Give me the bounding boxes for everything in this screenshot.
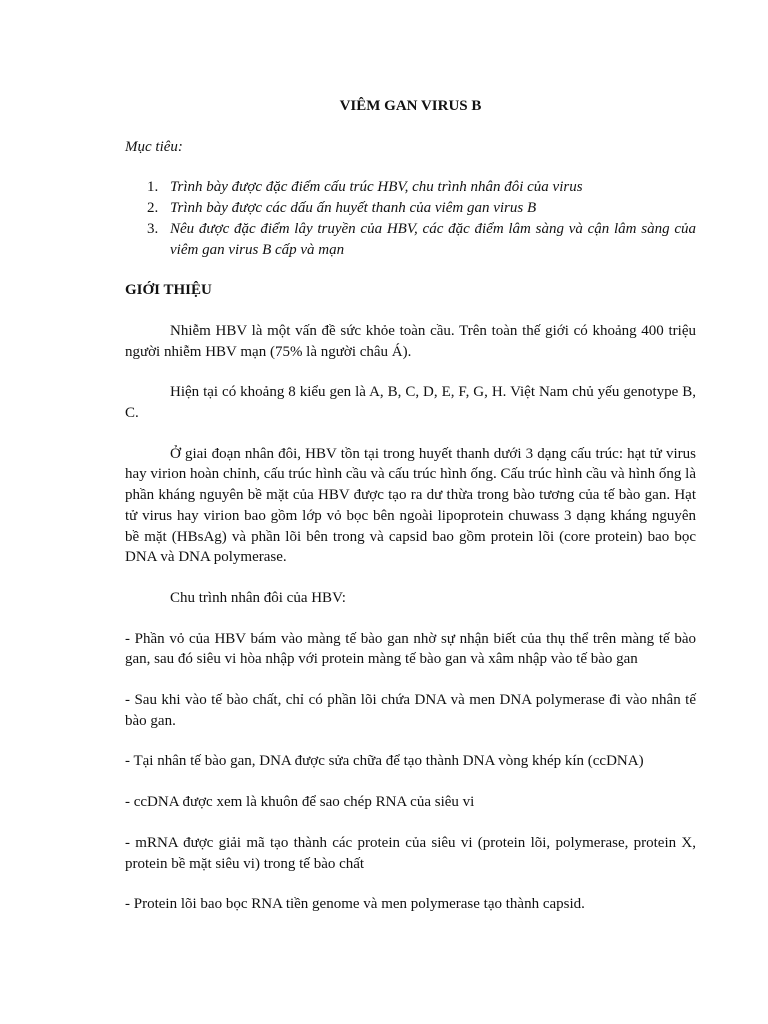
objectives-list (125, 177, 696, 260)
objective-text: Trình bày được các dấu ấn huyết thanh của viêm gan virus B (170, 200, 537, 217)
objective-number: 3. (147, 220, 159, 237)
document-title: VIÊM GAN VIRUS B (339, 98, 482, 114)
objective-item (125, 219, 696, 260)
objective-number: 2. (147, 200, 159, 217)
objective-text: Nêu được đặc điểm lây truyền của HBV, các đặc điểm lâm sàng và cận lâm sàng của viêm gan virus B cấp và mạn (170, 220, 696, 258)
objective-item (125, 198, 696, 219)
objective-text: Trình bày được đặc điểm cấu trúc HBV, chu trình nhân đôi của virus (170, 179, 583, 196)
paragraph: Ở giai đoạn nhân đôi, HBV tồn tại trong huyết thanh dưới 3 dạng cấu trúc: hạt tử virus hay virion hoàn chỉnh, cấu trúc hình cầu và cấu trúc hình ống. Cấu trúc hình cầu và hình ống là phần kháng nguyên bề mặt của HBV được tạo ra dư thừa trong bào tương của tế bào gan. Hạt tử virus hay virion bao gồm lớp vỏ bọc bên ngoài lipoprotein chuwass 3 dạng kháng nguyên bề mặt (HBsAg) và phần lõi bên trong và capsid bao gồm protein lõi (core protein) bao bọc DNA và DNA polymerase. (125, 445, 696, 566)
bullet-item: - ccDNA được xem là khuôn để sao chép RNA của siêu vi (125, 794, 475, 811)
bullet-item: - mRNA được giải mã tạo thành các protein của siêu vi (protein lõi, polymerase, protein X, protein bề mặt siêu vi) trong tế bào chất (125, 834, 696, 872)
paragraph: Chu trình nhân đôi của HBV: (170, 589, 346, 606)
paragraph: Nhiễm HBV là một vấn đề sức khỏe toàn cầu. Trên toàn thế giới có khoảng 400 triệu người nhiễm HBV mạn (75% là người châu Á). (125, 322, 696, 360)
bullet-item: - Sau khi vào tế bào chất, chỉ có phần lõi chứa DNA và men DNA polymerase đi vào nhân tế bào gan. (125, 692, 696, 729)
section-heading-intro: GIỚI THIỆU (125, 282, 212, 299)
paragraph: Hiện tại có khoảng 8 kiểu gen là A, B, C, D, E, F, G, H. Việt Nam chủ yếu genotype B, C. (125, 384, 696, 422)
bullet-item: - Tại nhân tế bào gan, DNA được sửa chữa để tạo thành DNA vòng khép kín (ccDNA) (125, 753, 644, 770)
objectives-label: Mục tiêu: (125, 138, 183, 155)
bullet-item: - Protein lõi bao bọc RNA tiền genome và men polymerase tạo thành capsid. (125, 896, 585, 913)
objective-number: 1. (147, 179, 159, 196)
objective-item (125, 177, 696, 198)
bullet-item: - Phần vỏ của HBV bám vào màng tế bào gan nhờ sự nhận biết của thụ thể trên màng tế bào gan, sau đó siêu vi hòa nhập với protein màng tế bào gan và xâm nhập vào tế bào gan (125, 630, 696, 668)
